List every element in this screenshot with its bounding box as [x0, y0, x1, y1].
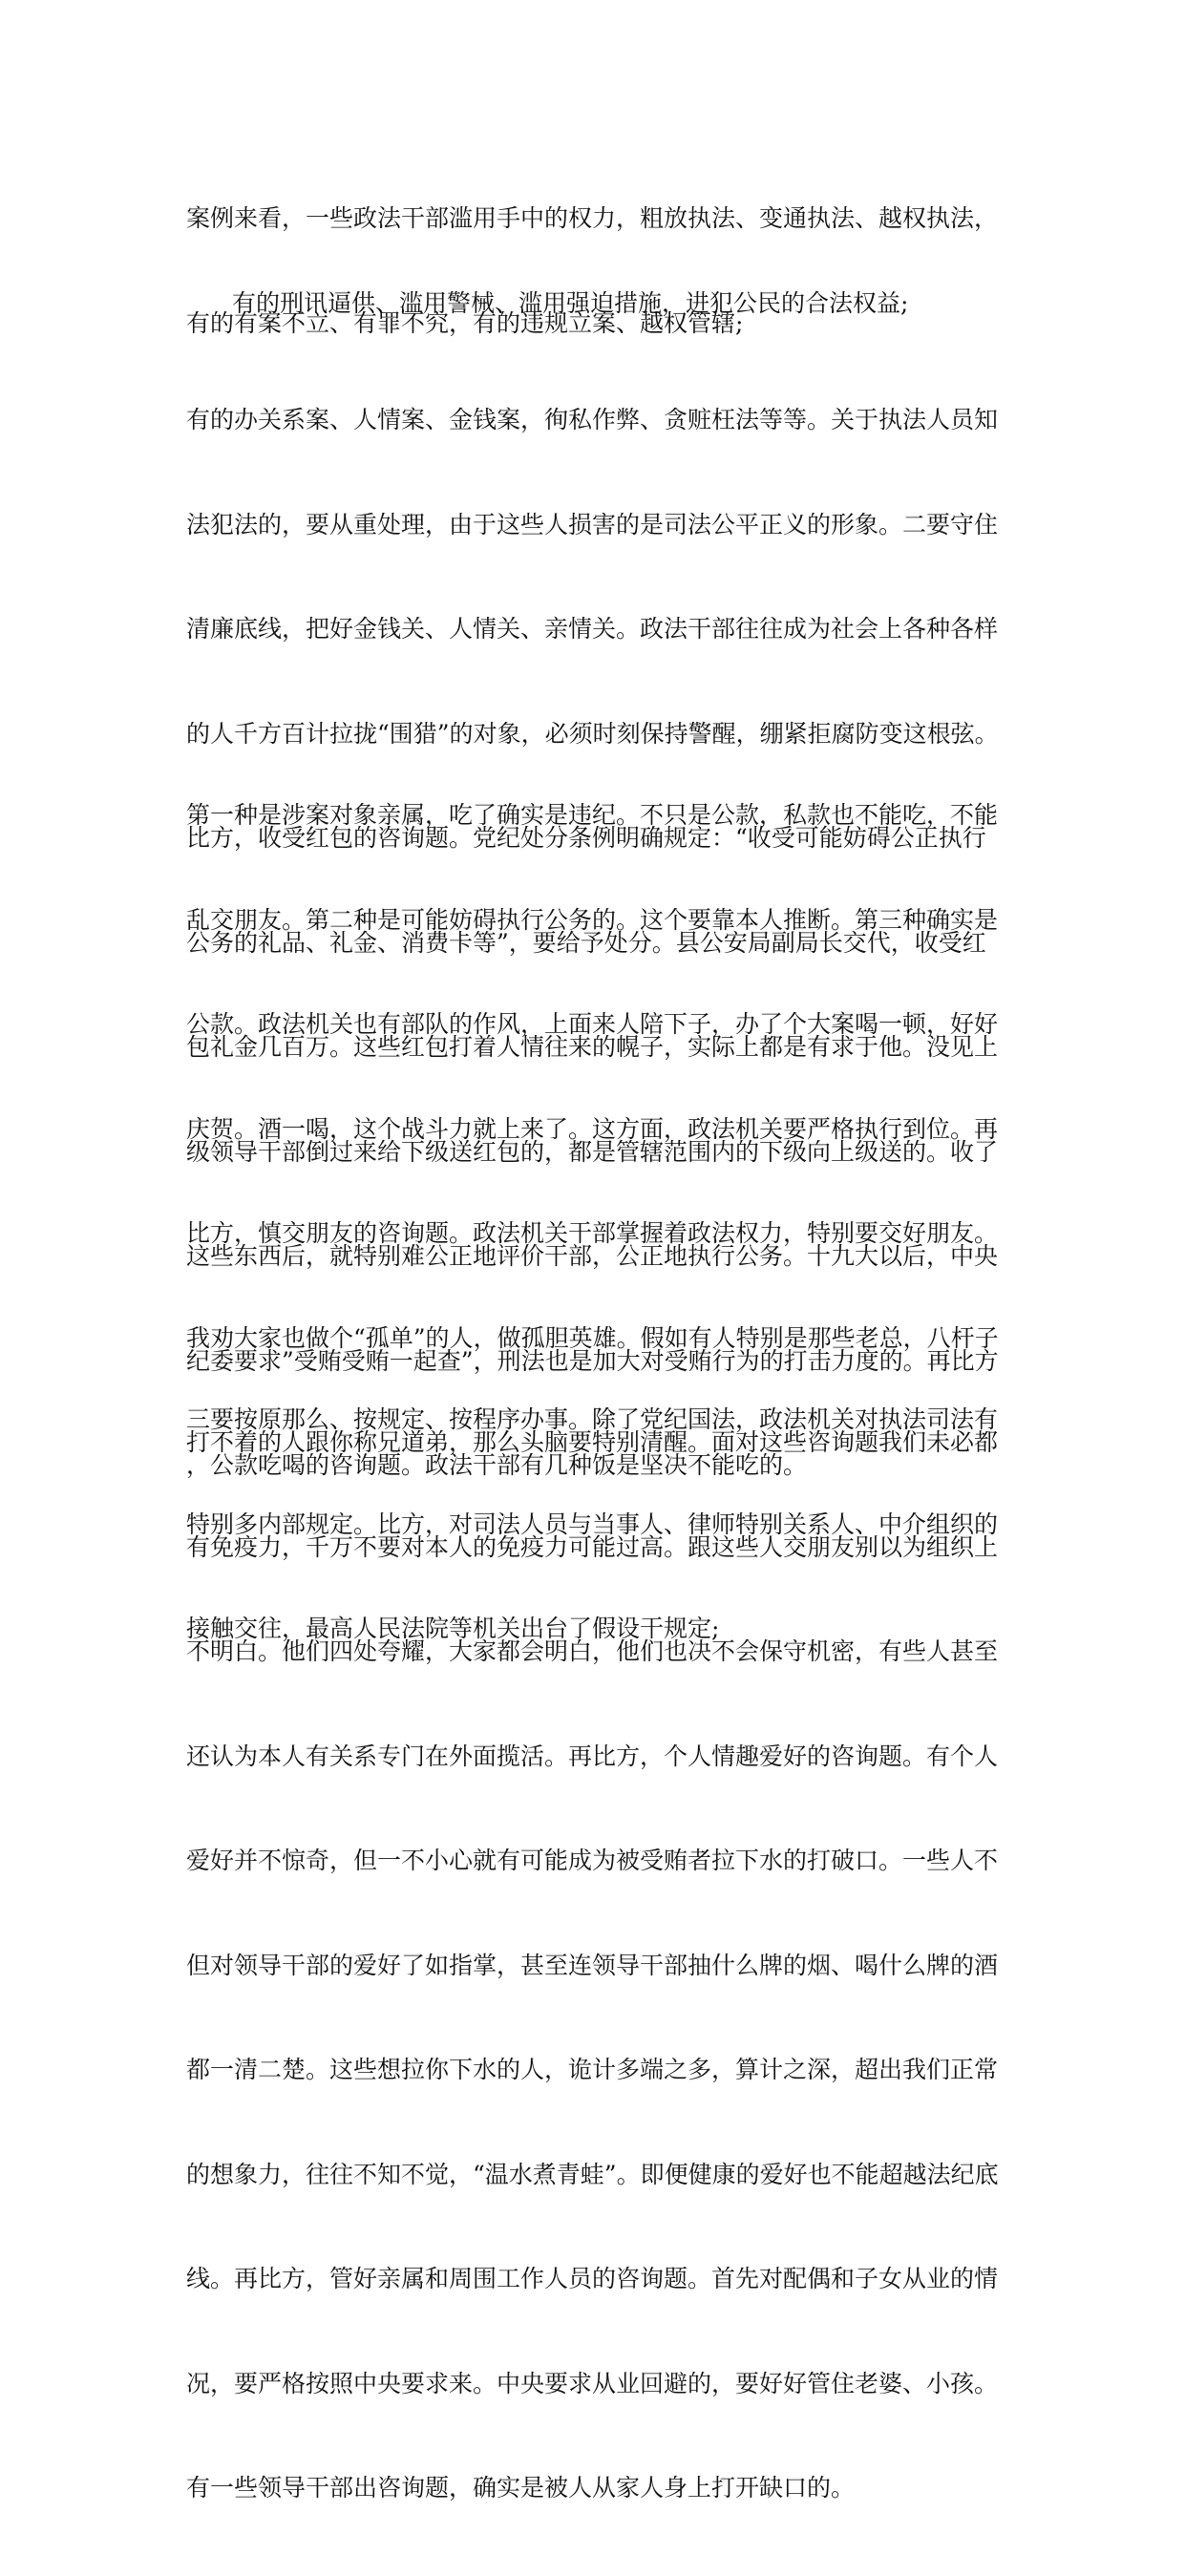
text-line: 法犯法的，要从重处理，由于这些人损害的是司法公平正义的形象。二要守住	[186, 510, 999, 538]
text-line: ，公款吃喝的咨询题。政法干部有几种饭是坚决不能吃的。	[186, 1451, 808, 1479]
text-line: 不明白。他们四处夸耀，大家都会明白，他们也决不会保守机密，有些人甚至	[186, 1637, 999, 1665]
text-line: 纪委要求”受贿受贿一起查”，刑法也是加大对受贿行为的打击力度的。再比方	[186, 1346, 999, 1375]
text-line: 三要按原那么、按规定、按程序办事。除了党纪国法，政法机关对执法司法有	[186, 1405, 999, 1433]
text-line: 我劝大家也做个“孤单”的人，做孤胆英雄。假如有人特别是那些老总，八杆子	[186, 1323, 999, 1352]
text-line: 这些东西后，就特别难公正地评价干部，公正地执行公务。十九大以后，中央	[186, 1242, 999, 1270]
text-line: 线。再比方，管好亲属和周围工作人员的咨询题。首先对配偶和子女从业的情	[186, 2265, 999, 2292]
text-line: 乱交朋友。第二种是可能妨碍执行公务的。这个要靠本人推断。第三种确实是	[186, 905, 999, 934]
text-line: 打不着的人跟你称兄道弟，那么头脑要特别清醒。面对这些咨询题我们未必都	[186, 1428, 999, 1456]
text-line: 爱好并不惊奇，但一不小心就有可能成为被受贿者拉下水的打破口。一些人不	[186, 1847, 999, 1874]
text-line: 有的办关系案、人情案、金钱案，徇私作弊、贪赃枉法等等。关于执法人员知	[186, 406, 999, 433]
text-line: 包礼金几百万。这些红包打着人情往来的幌子，实际上都是有求于他。没见上	[186, 1033, 999, 1061]
text-line: 有一些领导干部出咨询题，确实是被人从家人身上打开缺口的。	[186, 2474, 856, 2502]
text-line: 庆贺。酒一喝，这个战斗力就上来了。这方面，政法机关要严格执行到位。再	[186, 1114, 999, 1143]
text-line: 公款。政法机关也有部队的作风，上面来人陪下子，办了个大案喝一顿，好好	[186, 1010, 999, 1038]
text-line: 接触交往，最高人民法院等机关出台了假设干规定;	[186, 1615, 720, 1642]
text-line: 都一清二楚。这些想拉你下水的人，诡计多端之多，算计之深，超出我们正常	[186, 2056, 999, 2083]
text-line: 案例来看，一些政法干部滥用手中的权力，粗放执法、变通执法、越权执法，	[186, 204, 999, 232]
text-line: 还认为本人有关系专门在外面揽活。再比方，个人情趣爱好的咨询题。有个人	[186, 1742, 999, 1770]
text-line: 的人千方百计拉拢“围猎”的对象，必须时刻保持警醒，绷紧拒腐防变这根弦。	[186, 719, 999, 748]
text-line: 清廉底线，把好金钱关、人情关、亲情关。政法干部往往成为社会上各种各样	[186, 615, 999, 643]
text-line: 比方，慎交朋友的咨询题。政法机关干部掌握着政法权力，特别要交好朋友。	[186, 1219, 999, 1247]
text-line: 比方，收受红包的咨询题。党纪处分条例明确规定：“收受可能妨碍公正执行	[186, 824, 986, 852]
text-line: 第一种是涉案对象亲属，吃了确实是违纪。不只是公款，私款也不能吃，不能	[186, 801, 999, 829]
text-line: 的想象力，往往不知不觉，“温水煮青蛙”。即便健康的爱好也不能超越法纪底	[186, 2160, 999, 2188]
text-line: 况，要严格按照中央要求来。中央要求从业回避的，要好好管住老婆、小孩。	[186, 2369, 999, 2397]
text-line: 有免疫力，千万不要对本人的免疫力可能过高。跟这些人交朋友别以为组织上	[186, 1532, 999, 1561]
text-line: 特别多内部规定。比方，对司法人员与当事人、律师特别关系人、中介组织的	[186, 1510, 999, 1538]
text-line: 级领导干部倒过来给下级送红包的，都是管辖范围内的下级向上级送的。收了	[186, 1137, 999, 1166]
text-line: 有的有案不立、有罪不究，有的违规立案、越权管辖;	[186, 308, 744, 337]
paragraph-5	[186, 1333, 1007, 1717]
text-line: 但对领导干部的爱好了如指掌，甚至连领导干部抽什么牌的烟、喝什么牌的酒	[186, 1951, 999, 1979]
text-line: 公务的礼品、礼金、消费卡等”，要给予处分。县公安局副局长交代，收受红	[186, 928, 986, 957]
text-line: 有的刑讯逼供、滥用警械、滥用强迫措施，进犯公民的合法权益;	[232, 289, 909, 317]
